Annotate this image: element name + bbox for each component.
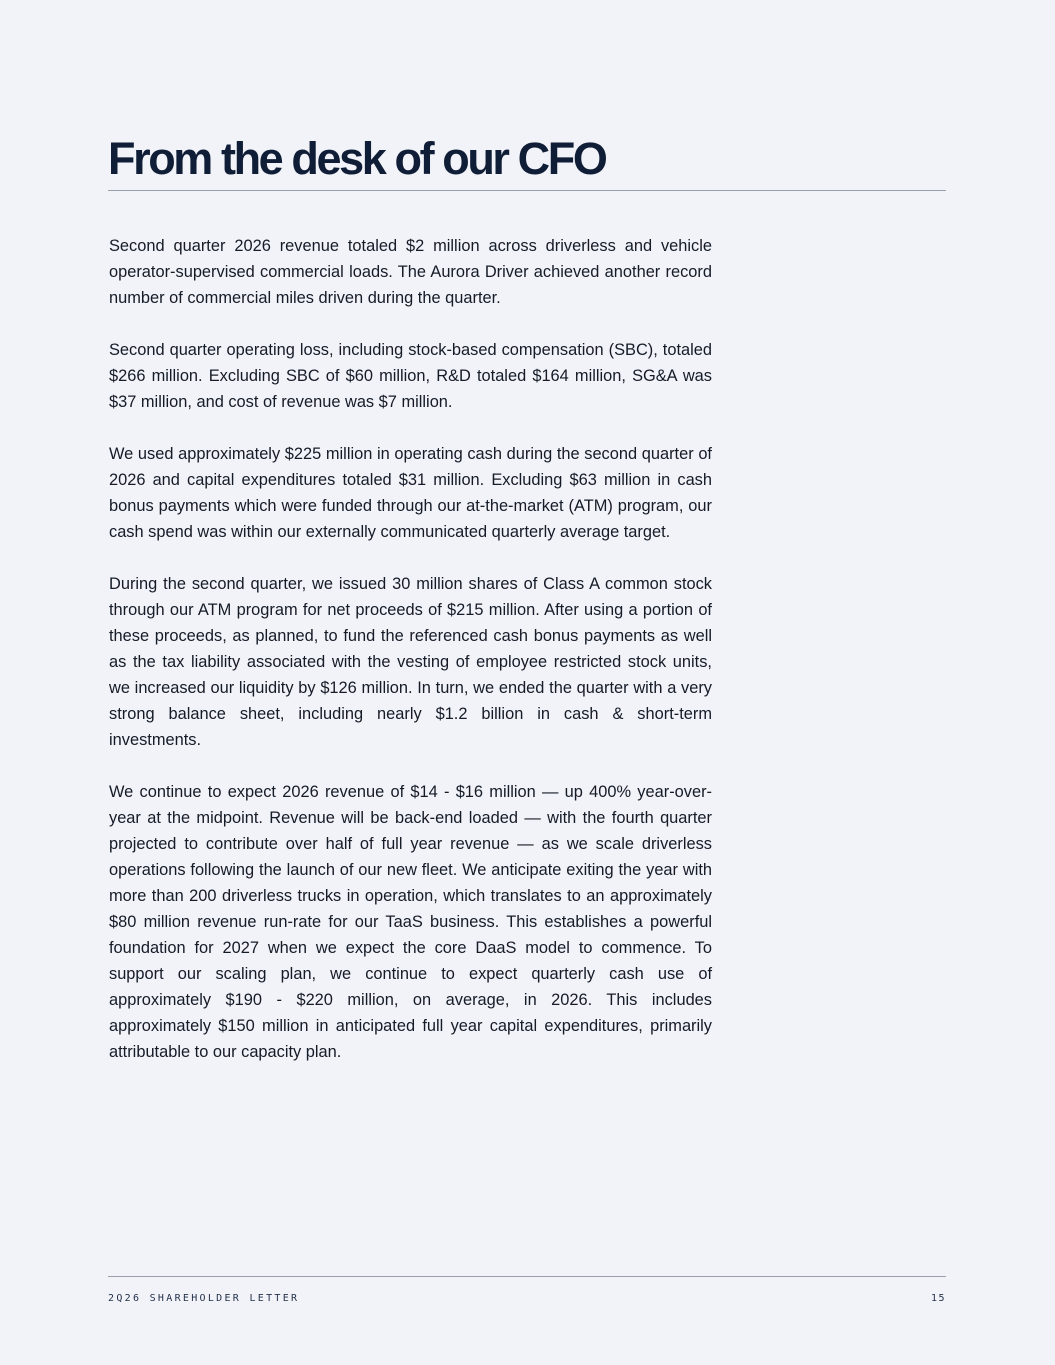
- paragraph-revenue: Second quarter 2026 revenue totaled $2 million across driverless and vehicle operator-supervised commercial loads. The Aurora Driver achieved another record number of commercial miles driven during the quarter.: [109, 237, 712, 307]
- page-number: 15: [930, 1293, 946, 1304]
- footer-divider: [108, 1276, 946, 1277]
- paragraph-operating-cash: We used approximately $225 million in operating cash during the second quarter of 2026 and capital expenditures totaled $31 million. Excluding $63 million in cash bonus payments which were funded through our at-the-market (ATM) program, our cash spend was within our externally communicated quarterly average target.: [109, 445, 712, 541]
- letter-body: [109, 233, 712, 1091]
- paragraph-operating-loss: Second quarter operating loss, including stock-based compensation (SBC), totaled $266 million. Excluding SBC of $60 million, R&D totaled $164 million, SG&A was $37 million, and cost of revenue was $7 million.: [109, 341, 712, 411]
- paragraph-outlook: We continue to expect 2026 revenue of $14 - $16 million — up 400% year-over-year at the midpoint. Revenue will be back-end loaded — with the fourth quarter projected to contribute over half of full year revenue — as we scale driverless operations following the launch of our new fleet. We anticipate exiting the year with more than 200 driverless trucks in operation, which translates to an approximately $80 million revenue run-rate for our TaaS business. This establishes a powerful foundation for 2027 when we expect the core DaaS model to commence. To support our scaling plan, we continue to expect quarterly cash use of approximately $190 - $220 million, on average, in 2026. This includes approximately $150 million in anticipated full year capital expenditures, primarily attributable to our capacity plan.: [109, 783, 712, 1061]
- page-title: From the desk of our CFO: [108, 133, 606, 184]
- paragraph-atm-program: During the second quarter, we issued 30 million shares of Class A common stock through our ATM program for net proceeds of $215 million. After using a portion of these proceeds, as planned, to fund the referenced cash bonus payments as well as the tax liability associated with the vesting of employee restricted stock units, we increased our liquidity by $126 million. In turn, we ended the quarter with a very strong balance sheet, including nearly $1.2 billion in cash & short-term investments.: [109, 575, 712, 749]
- title-divider: [108, 190, 946, 191]
- footer-document-label: 2Q26 SHAREHOLDER LETTER: [108, 1293, 300, 1304]
